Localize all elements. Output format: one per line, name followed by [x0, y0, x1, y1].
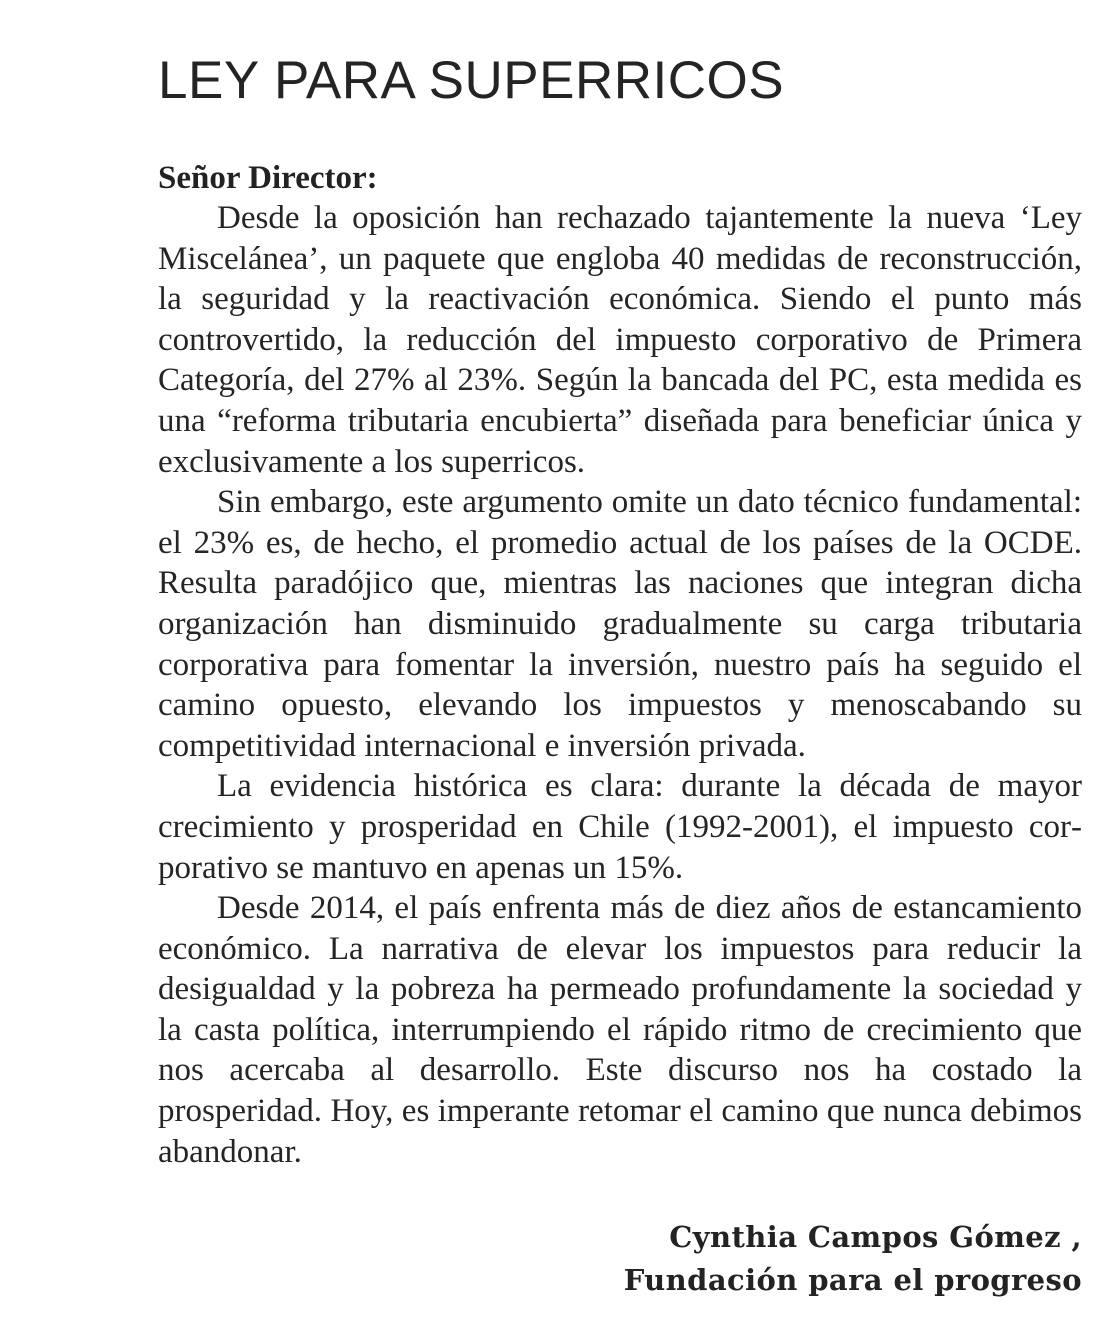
headline: LEY PARA SUPERRICOS: [158, 51, 785, 110]
signature-block: [624, 1216, 1082, 1302]
author-organization: Fundación para el progreso: [623, 1263, 1082, 1297]
paragraph-4: Desde 2014, el país enfrenta más de diez años de estancamiento económico. La narrativa de elevar los impuestos para reducir la desigualdad y la pobreza ha permeado profundamente la sociedad y la casta política, interrumpiendo el rápido ritmo de crecimiento que nos acercaba al desarrollo. Este discurso nos ha costado la prosperidad. Hoy, es imperante retomar el camino que nunca debimos abandonar.: [158, 890, 1082, 1170]
salutation: Señor Director:: [158, 160, 378, 196]
paragraph-2: Sin embargo, este argumento omite un dato técnico fundamental: el 23% es, de hecho, el promedio actual de los países de la OCDE. Resulta paradójico que, mientras las naciones que integran dicha organización han disminuido gradualmente su carga tributaria corporativa para fomentar la inversión, nuestro país ha seguido el camino opuesto, elevando los impuestos y menoscabando su competitividad internacional e inversión privada.: [158, 484, 1082, 764]
author-name: Cynthia Campos Gómez ,: [669, 1220, 1082, 1254]
letter-article: [158, 50, 1082, 1172]
paragraph-3: La evidencia histórica es clara: durante la década de mayor crecimiento y prosperidad en Chile (1992-2001), el impuesto corporativo se mantuvo en apenas un 15%.: [158, 768, 1082, 886]
paragraph-1: Desde la oposición han rechazado tajantemente la nueva ‘Ley Miscelánea’, un paquete que engloba 40 medidas de reconstrucción, la seguridad y la reactivación económica. Siendo el punto más controvertido, la reducción del impuesto corporativo de Primera Categoría, del 27% al 23%. Según la bancada del PC, esta medida es una “reforma tributaria encubierta” diseñada para beneficiar única y exclusivamente a los superricos.: [158, 200, 1082, 480]
